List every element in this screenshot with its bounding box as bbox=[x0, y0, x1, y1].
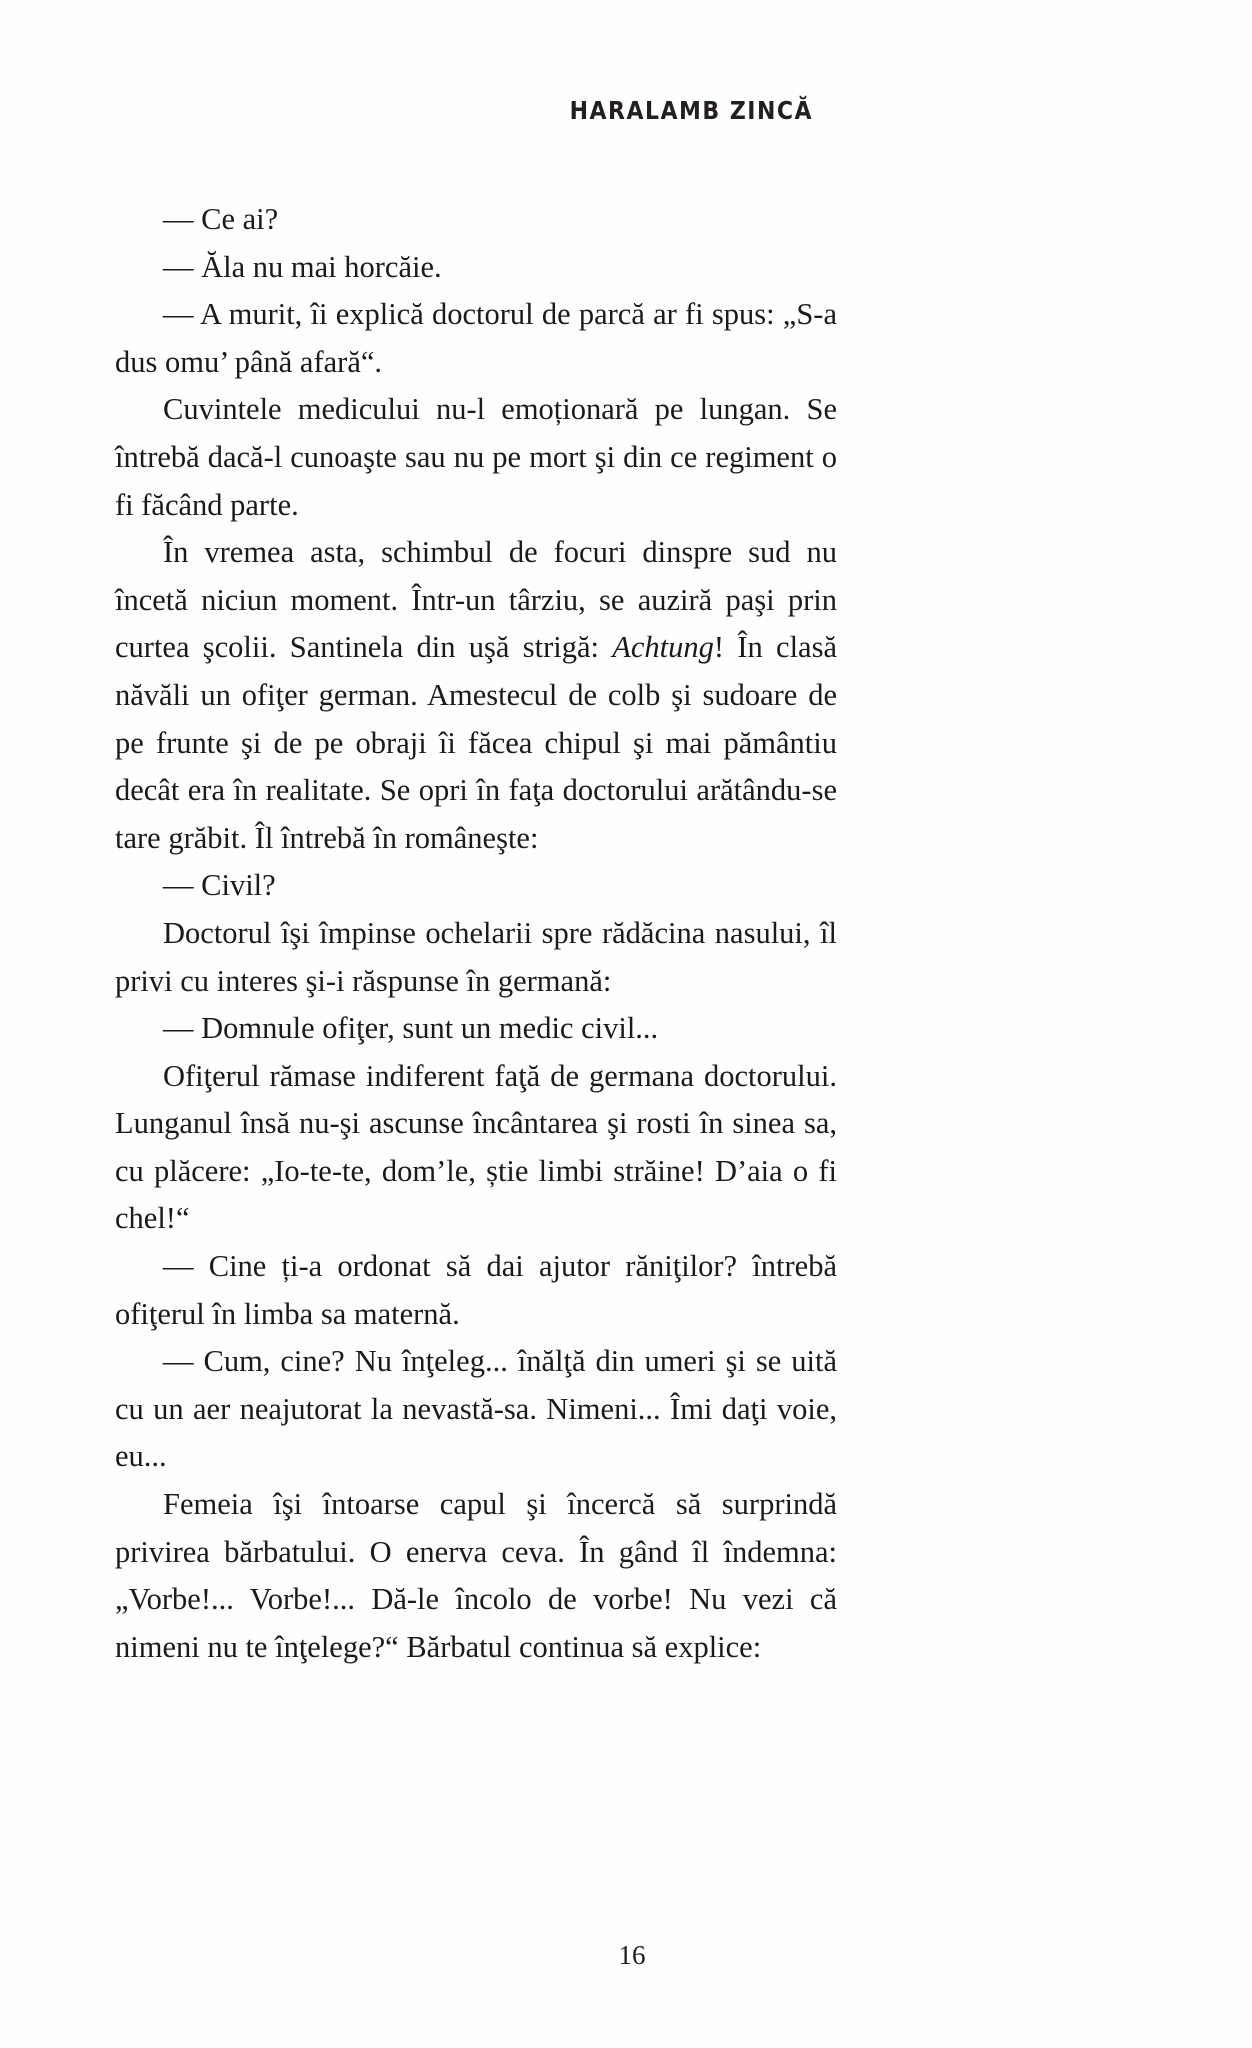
page-number: 16 bbox=[618, 1940, 646, 1970]
paragraph-dialogue-7: — Cum, cine? Nu înţeleg... înălţă din umeri şi se uită cu un aer neajutorat la nevastă-sa. Nimeni... Îmi daţi voie, eu... bbox=[115, 1344, 837, 1474]
paragraph-dialogue-2: — Ăla nu mai horcăie. bbox=[163, 249, 442, 284]
paragraph-narrative-5: Femeia îşi întoarse capul şi încercă să surprindă privirea bărbatului. O enerva ceva. În gând îl îndemna: „Vorbe!... Vorbe!... Dă-le încolo de vorbe! Nu vezi că nimeni nu te înţelege?“ Bărbatul continua să explice: bbox=[115, 1487, 837, 1664]
paragraph-narrative-2 bbox=[115, 529, 837, 862]
paragraph-narrative-4: Ofiţerul rămase indiferent faţă de germana doctorului. Lunganul însă nu-şi ascunse încântarea şi rosti în sinea sa, cu plăcere: „Io-te-te, dom’le, știe limbi străine! D’aia o fi chel!“ bbox=[115, 1058, 837, 1236]
paragraph-narrative-1: Cuvintele medicului nu-l emoționară pe lungan. Se întrebă dacă-l cunoaşte sau nu pe mort şi din ce regiment o fi făcând parte. bbox=[115, 392, 837, 522]
paragraph-narrative-3: Doctorul îşi împinse ochelarii spre rădăcina nasului, îl privi cu interes şi-i răspunse în germană: bbox=[115, 915, 837, 998]
paragraph-text-before: În vremea asta, schimbul de focuri dinspre sud nu încetă niciun moment. Într-un târziu, se auziră paşi prin curtea şcolii. Santinela din uşă strigă: bbox=[115, 535, 837, 665]
paragraph-dialogue-5: — Domnule ofiţer, sunt un medic civil... bbox=[163, 1011, 659, 1046]
running-head-text: HARALAMB ZINCĂ bbox=[569, 96, 813, 125]
running-head bbox=[0, 96, 1252, 125]
body-text-block bbox=[115, 196, 837, 1671]
paragraph-dialogue-1: — Ce ai? bbox=[163, 202, 279, 236]
italic-german-word: Achtung bbox=[612, 630, 714, 665]
paragraph-dialogue-6: — Cine ți-a ordonat să dai ajutor răniţilor? întrebă ofiţerul în limba sa maternă. bbox=[115, 1249, 837, 1331]
paragraph-dialogue-3: — A murit, îi explică doctorul de parcă ar fi spus: „S-a dus omu’ până afară“. bbox=[115, 297, 837, 379]
paragraph-text-after: ! În clasă năvăli un ofiţer german. Amestecul de colb şi sudoare de pe frunte şi de pe obraji îi făcea chipul şi mai pământiu decât era în realitate. Se opri în faţa doctorului arătându-se tare grăbit. Îl întrebă în româneşte: bbox=[115, 630, 837, 855]
paragraph-dialogue-4: — Civil? bbox=[163, 868, 276, 903]
